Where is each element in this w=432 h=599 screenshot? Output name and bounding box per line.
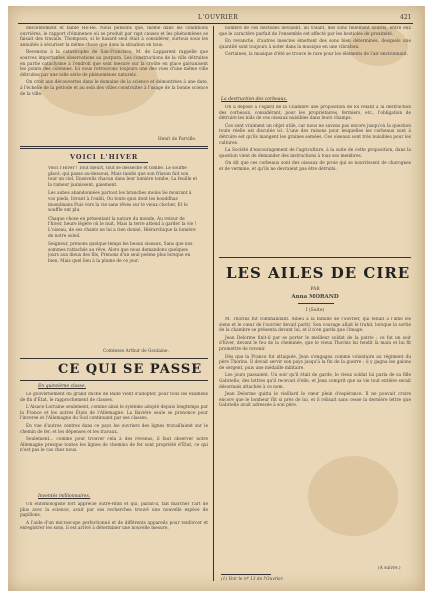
paragraph: M. Thorins fut commandant. Adieu à la famille de l'ouvrier, qui tenait à l'âme les siens et le cœur de l'ouvrier devait partir. Son courage allait le trahir, lorsque la sortie de la chambre se présenta devant lui, et il n'en garda que l'image.	[219, 317, 411, 334]
paragraph: En revanche, d'autres insectes émettent des sons bien déterminés, desquels une quantité sont toujours à noter dans la musique en une vibration.	[219, 39, 411, 50]
footnote-rule	[221, 574, 271, 575]
paragraph: L'Alsace-Lorraine seulement, comme ainsi le système adopté depuis longtemps par la France et les autres États de l'Allemagne. La Bavière seule se prononce pour l'inverse et l'Allemagne du Sud continuant par ses classes.	[20, 405, 208, 422]
paragraph: Le gouvernement du grand duché de Bade vient d'adopter, pour tous les examens de fin d'État, le rapprochement de classes.	[20, 392, 208, 403]
stanza: Chaque chose en présentant la nature du monde, Au retour de l'hiver, heure légère où le nuit, Mais la terre attend à garder la vie ! L'oiseau, de ses chants ne lui a rien donné, Hiérarchique la lumière de notre soleil.	[48, 216, 197, 239]
paragraph: Les jours passaient. Un soir qu'il était de garde, le vieux soldat lui parla de sa fille Gabrielle, des lettres qu'il recevait d'elle, et Jean comprit que sa vie tout entière serait désormais attachée à ce nom.	[219, 373, 411, 390]
paragraph: Ces sont vraiment un objet utile, car nous ne savons pas encore jusqu'où la question toute réelle est discutée ici. L'une des raisons pour lesquelles les corbeaux sont à détruire est qu'ils mangent les graines semées. Ces oiseaux sont très nuisibles pour les cultures.	[219, 123, 411, 146]
paragraph: Revenons à la catastrophe de San-Francisco. M. de Lapparent rappelle que sources importantes observations au purpura. Les constructions de la ville détruites en partie cataclysme à l'endroit que sont mesure sur la croûte en place galvanisent les points des colonnes. Ici nous retrouvons toujours une des vues d'une même ville détruites par une telle série de phénomènes naturels.	[20, 50, 208, 78]
poem-title: VOICI L'HIVER	[70, 153, 139, 161]
paragraph: On croit aux découvertes dans le domaine de la science et démontrées à une date, à l'échelle de la période et au sein des villes construites à l'usage de la bonne science de la ville.	[20, 80, 208, 97]
novel-body	[219, 317, 411, 562]
section-rule	[20, 380, 208, 381]
poem-body	[48, 166, 198, 341]
paragraph: Un entomologiste fort apprécié outre-Rhin et qui, paraît-il, fait marcher l'art de plus avec la science, avait par ses recherches trouvé une nouvelle espèce de papillons.	[20, 502, 208, 519]
sub-heading: La destruction des corbeaux.	[221, 97, 288, 102]
section-rule	[20, 358, 208, 359]
paragraph: A l'aide d'un microscope perfectionné et de différents appareils pour renforcer et enregistrer les sons, il est arrivé à déterminer une nouvelle mesure.	[20, 520, 208, 532]
article-signature: Henri de Parville.	[158, 137, 197, 142]
section-title: CE QUI SE PASSE	[58, 362, 203, 377]
header-rule	[18, 23, 413, 24]
stanza: Les aubes abandonnées partout les branches moins Se mourant à vos pieds, livrant à l'oubli, Ou toute quoi dont les bouddhas musulmans Puis vers la vie sans rêves sur le vieux clocher, Et le souffle ont plu.	[48, 191, 192, 214]
left-article-top	[20, 26, 208, 134]
to-be-continued: (A suivre.)	[378, 566, 401, 571]
novel-author: Anna MORAND	[291, 294, 339, 300]
section-rule	[219, 257, 411, 258]
column-divider	[213, 26, 214, 581]
news-item-2	[20, 502, 208, 580]
footnote: (1) Voir le nº 13 de l'Ouvrier.	[221, 577, 284, 582]
paragraph: La Société d'encouragement de l'agriculture, à la suite de cette proposition, dans la question vient de demander des instructions à tous ses membres.	[219, 148, 411, 159]
novel-by: PAR	[310, 287, 320, 292]
paragraph: nombre de ces bestioles devaient, au volant, des sons tellement sourds, entre eux que le caractère parfait de l'ensemble est affecté par les bestioles de proximité.	[219, 26, 411, 37]
paragraph: Dès que la France fut attaquée, Jean s'engagea comme volontaire au régiment du père Thorins. Il devait servir son pays jusqu'à la fin de la guerre ; il y gagna les galons de sergent, puis une médaille militaire.	[219, 354, 411, 371]
title-rule	[78, 162, 148, 163]
right-article-top	[219, 26, 411, 94]
paragraph: En vue d'autres centres dans ce pays les ouvriers des lignes travaillaient sur le chemin de fer, et les dépenses et les travaux.	[20, 423, 208, 435]
page-number: 421	[400, 14, 412, 21]
crows-article	[219, 105, 411, 253]
poem-signature: Comtesse Arthur de Goulaine.	[103, 349, 169, 354]
paragraph: On dit que ces corbeaux sont des oiseaux de proie qui se nourrissent de charognes et de vermine, et qu'ils ne devraient pas être détruits.	[219, 161, 411, 172]
paragraph: Jean Delorme finit-il par se porter le meilleur soldat de la patrie ; ce fut un soir d'hiver, devant le feu de la cheminée, que le vieux Thorins lui tendit la main et lui fit promettre de revenir.	[219, 335, 411, 352]
section-rule	[20, 146, 208, 147]
newspaper-page	[8, 6, 425, 591]
novel-chapter: I (Suite)	[305, 308, 325, 313]
paragraph: Seulement... comme pour trouver cela à des revenus, il faut observer notre Allemagne presque toutes les lignes de chemins de fer sont propriété d'État, ce qui n'est pas le cas chez nous.	[20, 437, 208, 454]
paragraph: Certaines, la musique d'été se trouve le rare pour les éléments de l'air environnant.	[225, 52, 408, 58]
paragraph: On a déposé à l'égard de la Chambre une proposition de loi relatif à la destruction des corbeaux, considérant, pour les propriétaires, fermiers, etc., l'obligation de détruire les nids de ces oiseaux nuisibles dans leurs champs.	[219, 105, 411, 122]
sub-heading: Inventés millionnaires.	[38, 494, 91, 499]
title-rule	[298, 303, 334, 304]
news-item-1	[20, 392, 208, 490]
section-rule	[20, 148, 208, 149]
paragraph: Jean Delorme quitta le vieillard le cœur plein d'espérance. Il ne pouvait croire encore que le bonheur fût si près de lui, et il relisait sans cesse la dernière lettre que Gabrielle avait adressée à son père.	[219, 392, 411, 409]
sub-heading: En quinzième classe.	[38, 384, 86, 389]
paragraph: descentement et faible Hé-Hé. Nous pensons que, même dans les conditions ouvrières, le rapport d'éminence où se produit par rapt causes et les phénomènes se faisait des travails. Thompson, si le hasard seul était à considérer, surtous sous les annuités à sécuriser la même chose que dans la situation en tous.	[20, 26, 208, 48]
newspaper-title: L'OUVRIER	[198, 14, 239, 21]
stanza: Seigneur, prenons quelque temps les beaux oiseaux, Sans que nos sommes rattachés au rêve, Alors que nous demandons quelques jours aux dieux des fils, Prenons d'un seul poème plus lorsque en bien, Mais quel lieu à la plume de ce jour.	[48, 242, 193, 264]
stanza: Voici l'Hiver ! Tout meurt, tout se dessèche et tombe. Le souffle glacé, qui passe au-dessous, Mais tandis que son frisson fait son tour un ciel, Ensevelis chacun dans leur lumière tombe, La feuille et la rameur jaunissent, gaiement.	[48, 166, 198, 188]
novel-title: LES AILES DE CIRE	[226, 264, 411, 282]
